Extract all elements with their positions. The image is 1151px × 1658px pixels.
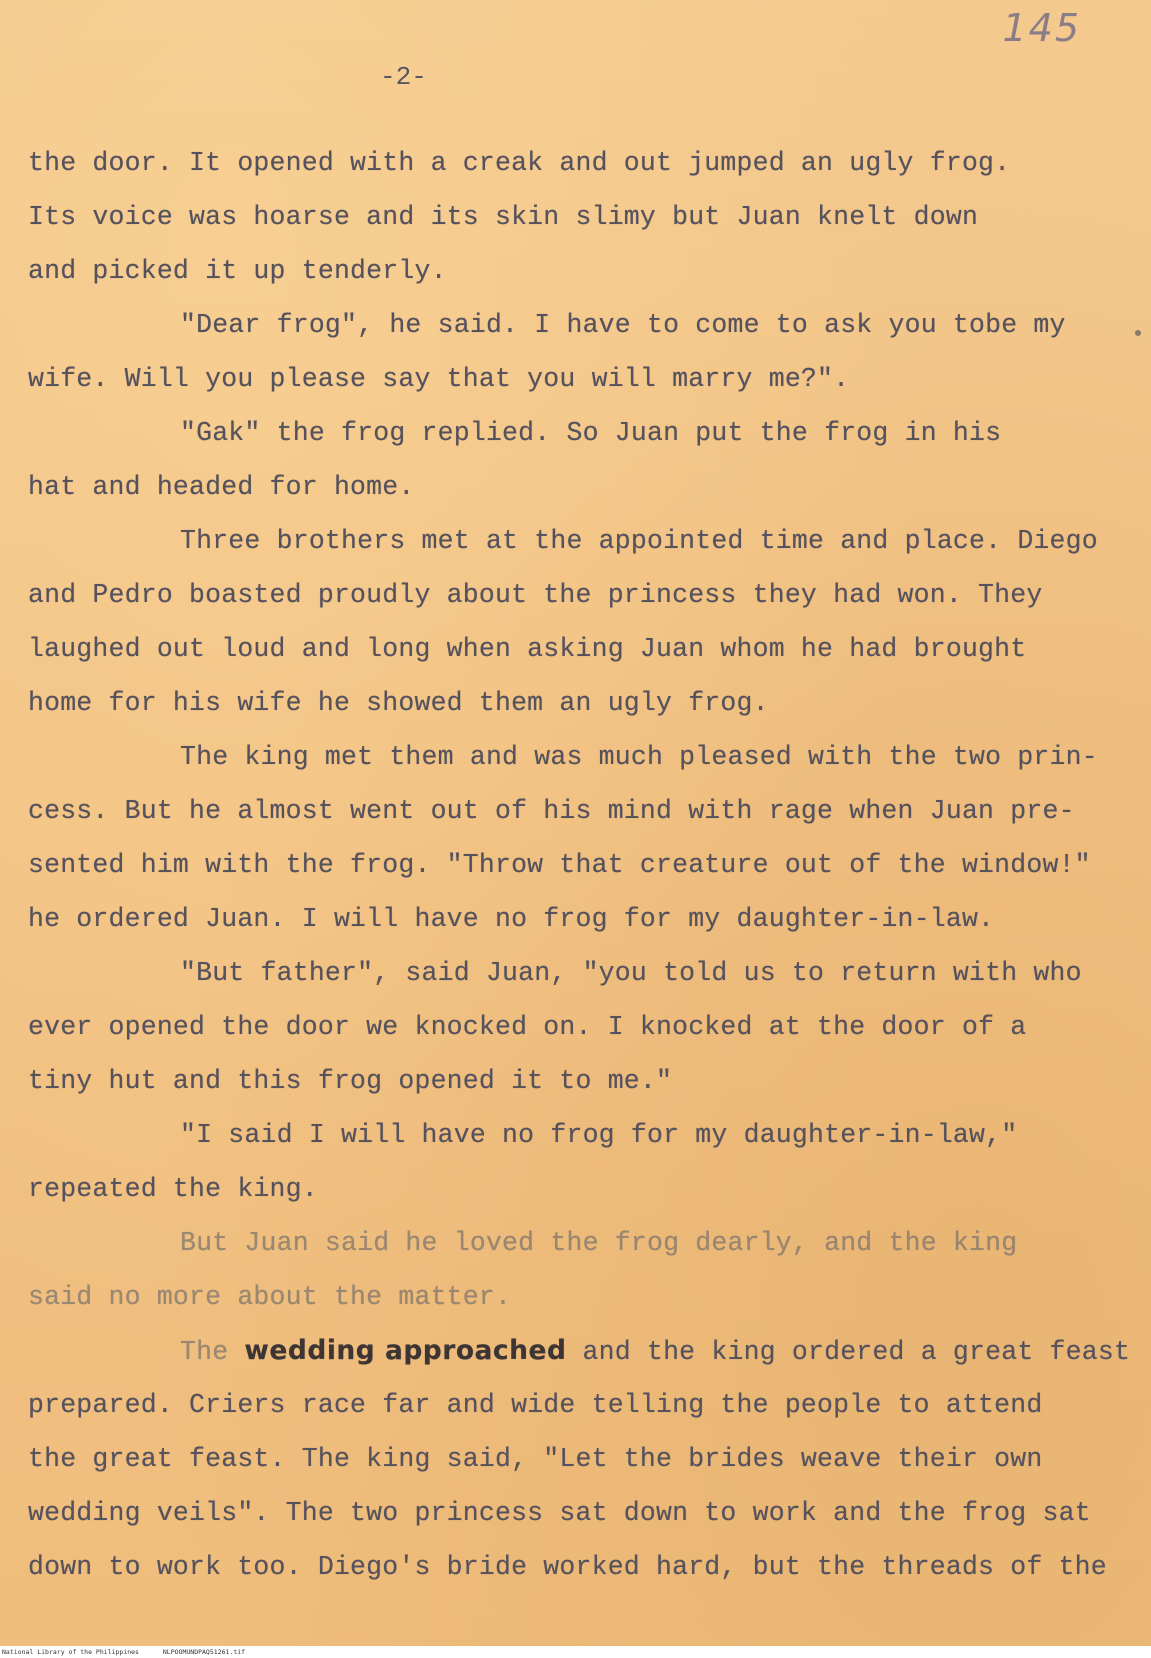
- text-line: laughed out loud and long when asking Juan whom he had brought: [28, 634, 1027, 664]
- text-line: "Dear frog", he said. I have to come to ask you tobe my: [180, 310, 1066, 340]
- typed-fragment: and the king ordered a great feast: [566, 1337, 1131, 1367]
- scan-footer: [0, 1646, 1151, 1658]
- text-line: tiny hut and this frog opened it to me.": [28, 1066, 673, 1096]
- text-line: Its voice was hoarse and its skin slimy but Juan knelt down: [28, 202, 979, 232]
- text-line-with-handwriting: [28, 1324, 1131, 1378]
- paper-speck: [1135, 330, 1141, 336]
- file-id: NLPOOMUNDPAQ51261.tif: [162, 1648, 246, 1656]
- text-line: said no more about the matter.: [28, 1282, 512, 1312]
- text-line: "Gak" the frog replied. So Juan put the frog in his: [180, 418, 1002, 448]
- text-line: home for his wife he showed them an ugly frog.: [28, 688, 769, 718]
- text-line: and picked it up tenderly.: [28, 256, 447, 286]
- text-line: the great feast. The king said, "Let the brides weave their own: [28, 1444, 1043, 1474]
- text-line: hat and headed for home.: [28, 472, 415, 502]
- text-line: ever opened the door we knocked on. I knocked at the door of a: [28, 1012, 1027, 1042]
- folio-number: 145: [1002, 6, 1081, 50]
- text-line: repeated the king.: [28, 1174, 318, 1204]
- text-line: wife. Will you please say that you will marry me?".: [28, 364, 850, 394]
- page-number: -2-: [380, 62, 427, 92]
- text-line: and Pedro boasted proudly about the princess they had won. They: [28, 580, 1043, 610]
- text-line: the door. It opened with a creak and out jumped an ugly frog.: [28, 148, 1011, 178]
- text-line: cess. But he almost went out of his mind with rage when Juan pre-: [28, 796, 1075, 826]
- typed-text-body: [28, 136, 1131, 1594]
- text-line: sented him with the frog. "Throw that creature out of the window!": [28, 850, 1091, 880]
- library-credit: National Library of the Philippines: [2, 1648, 139, 1656]
- text-line: "But father", said Juan, "you told us to return with who: [180, 958, 1082, 988]
- typed-fragment: The: [180, 1337, 245, 1367]
- text-line: prepared. Criers race far and wide telling the people to attend: [28, 1390, 1043, 1420]
- text-line: Three brothers met at the appointed time and place. Diego: [180, 526, 1098, 556]
- handwritten-correction: wedding approached: [244, 1335, 567, 1366]
- text-line: down to work too. Diego's bride worked hard, but the threads of the: [28, 1552, 1107, 1582]
- text-line: he ordered Juan. I will have no frog for my daughter-in-law.: [28, 904, 995, 934]
- text-line: "I said I will have no frog for my daughter-in-law,": [180, 1120, 1018, 1150]
- text-line: The king met them and was much pleased with the two prin-: [180, 742, 1098, 772]
- text-line: wedding veils". The two princess sat down to work and the frog sat: [28, 1498, 1091, 1528]
- text-line: But Juan said he loved the frog dearly, and the king: [180, 1228, 1018, 1258]
